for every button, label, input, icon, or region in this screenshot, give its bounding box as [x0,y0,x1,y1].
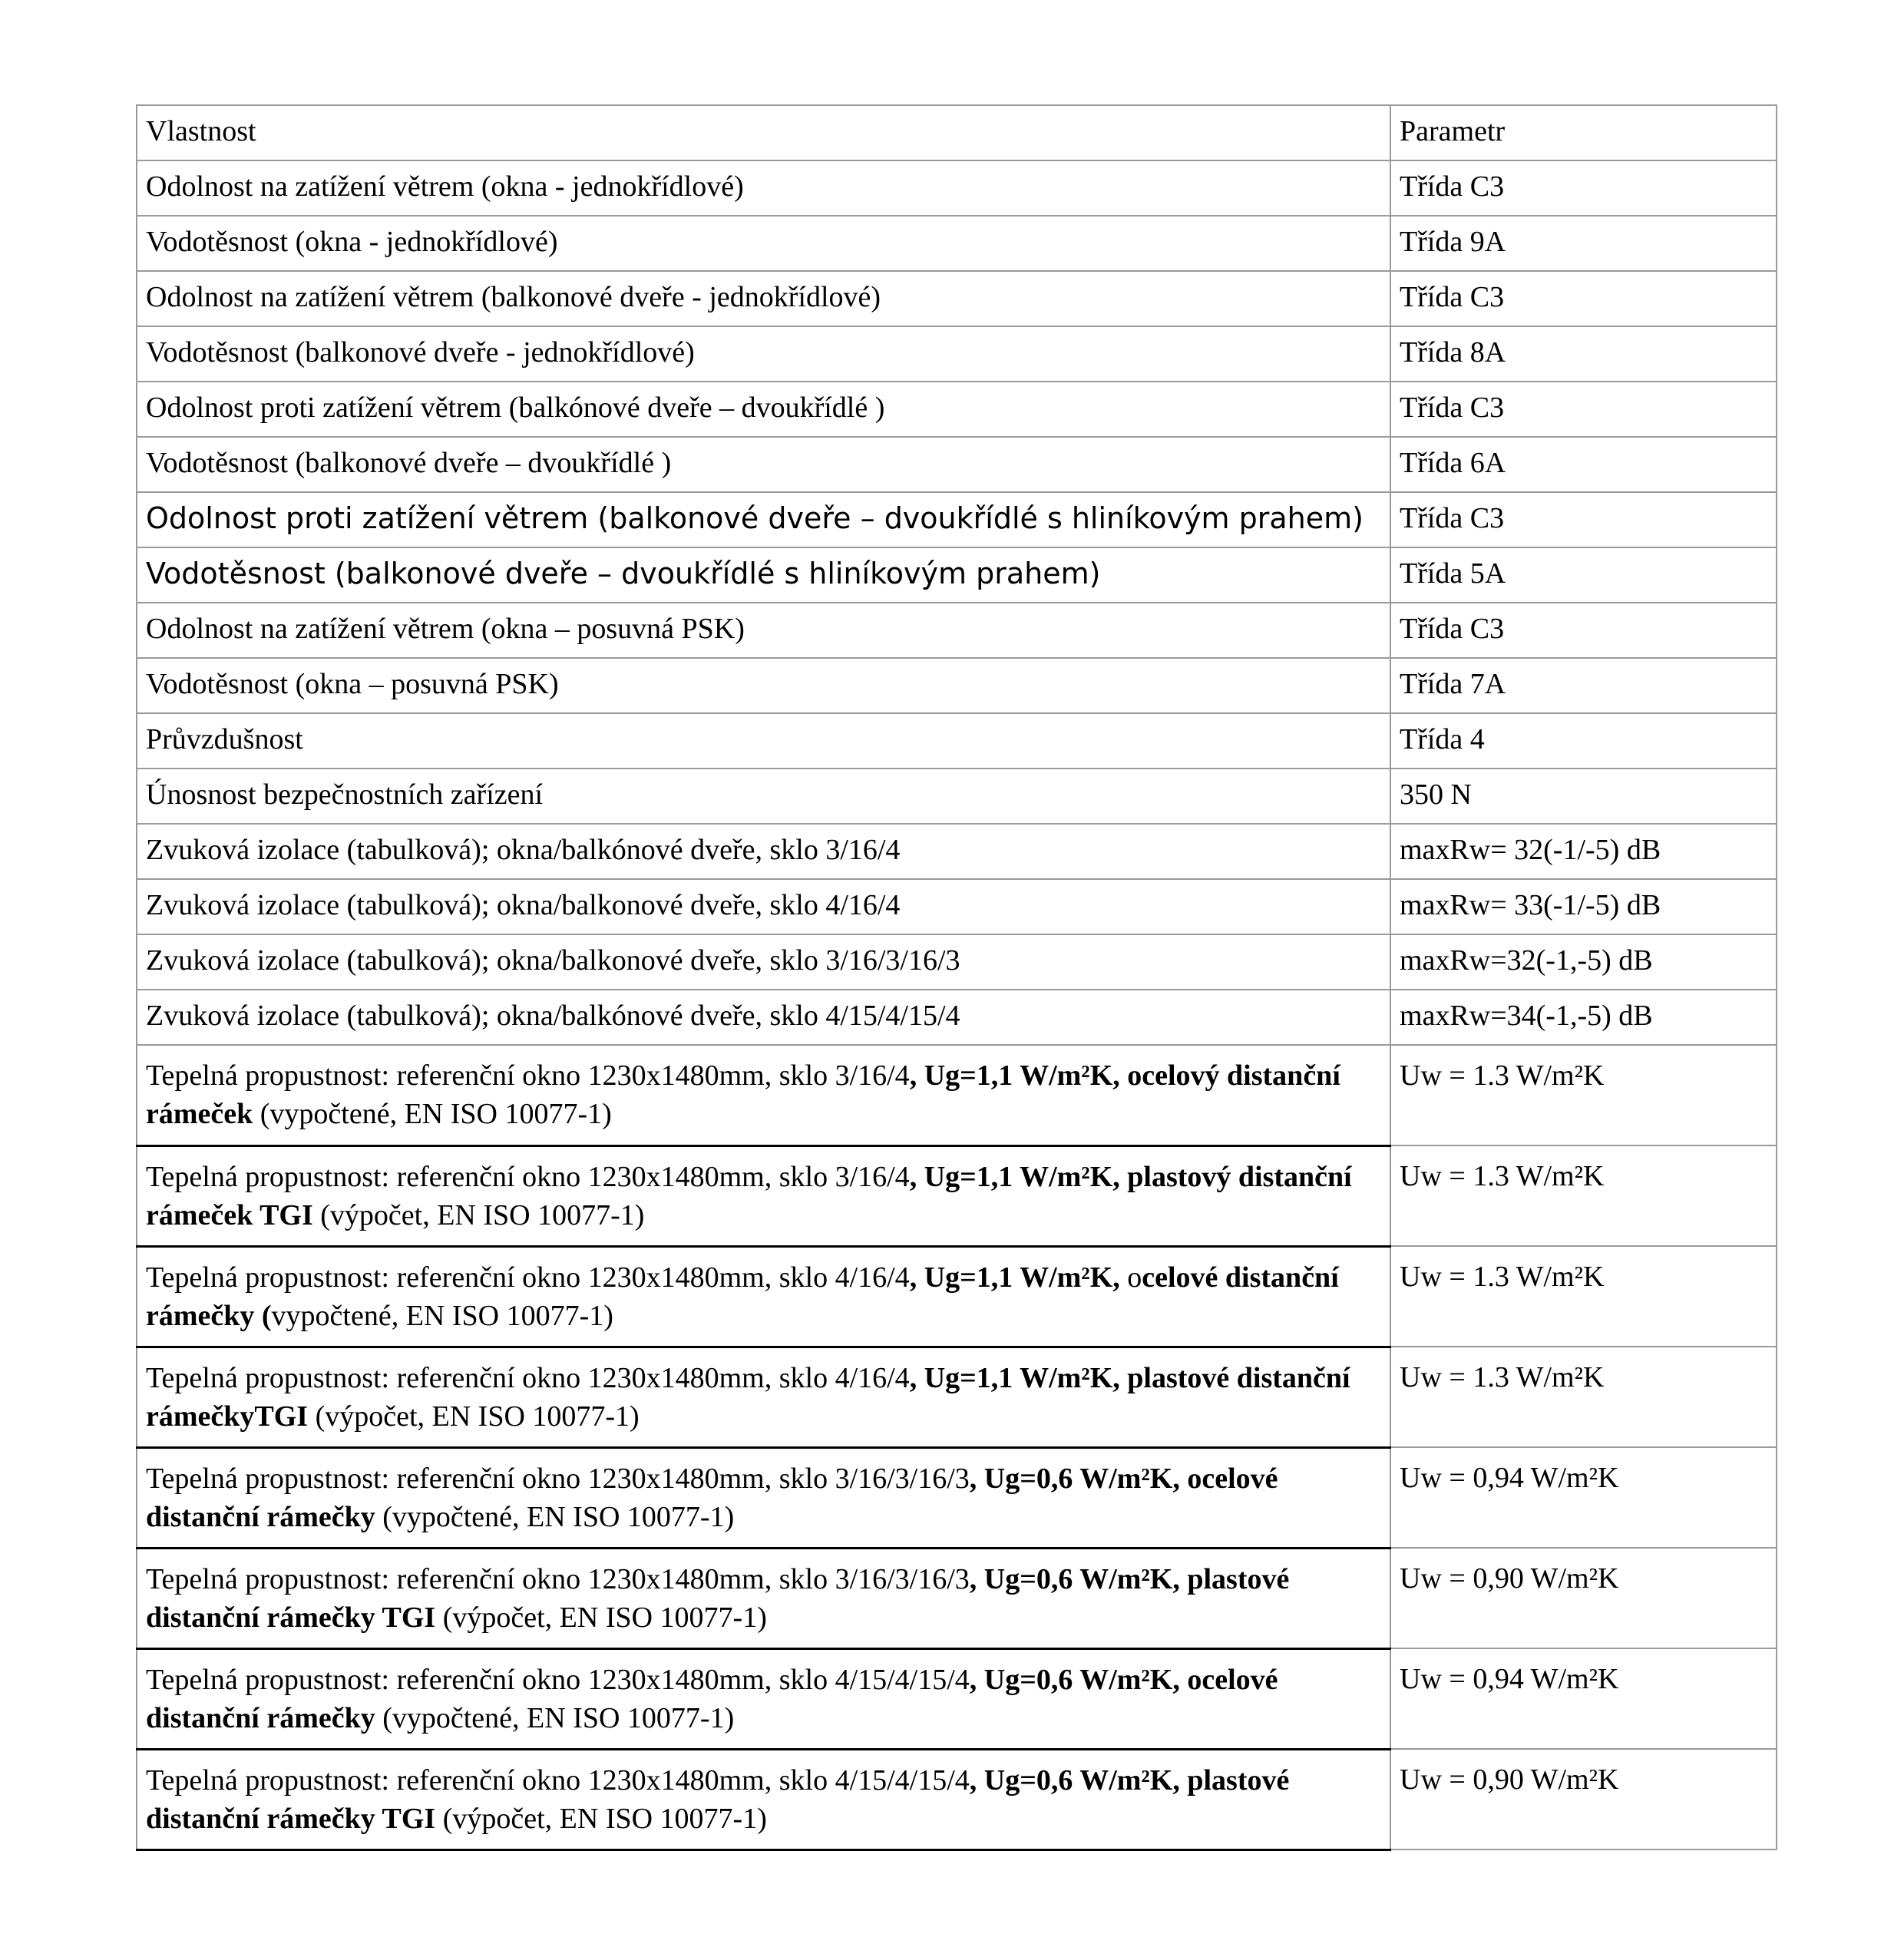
parameter-cell: Uw = 0,94 W/m²K [1390,1648,1777,1749]
header-property: Vlastnost [137,105,1390,160]
property-text: Tepelná propustnost: referenční okno 1230x1480mm, sklo 3/16/4 [146,1059,910,1092]
property-text: Tepelná propustnost: referenční okno 1230x1480mm, sklo 4/16/4 [146,1361,910,1394]
property-bold-text: , Ug=1,1 W/m²K, ocelový distanční rámeček [146,1059,1340,1130]
parameter-cell: maxRw=34(-1,-5) dB [1390,990,1777,1045]
table-row [137,990,1777,1045]
table-row [137,934,1777,990]
property-bold-text: , Ug=1,1 W/m²K, plastové distanční rámečkyTGI [146,1361,1350,1433]
table-row [137,326,1777,382]
table-row [137,216,1777,271]
property-text: vypočtené, EN ISO 10077-1) [271,1299,613,1332]
thermal-row [137,1648,1777,1749]
property-text: Tepelná propustnost: referenční okno 1230x1480mm, sklo 3/16/3/16/3 [146,1562,970,1595]
table-row [137,382,1777,437]
property-cell: Zvuková izolace (tabulková); okna/balkónové dveře, sklo 3/16/4 [137,824,1390,879]
parameter-cell: Třída C3 [1390,492,1777,547]
property-text: Tepelná propustnost: referenční okno 1230x1480mm, sklo 4/15/4/15/4 [146,1764,970,1797]
property-cell [137,1447,1390,1548]
property-cell: Odolnost na zatížení větrem (okna - jednokřídlové) [137,160,1390,216]
parameter-cell: Třída C3 [1390,271,1777,326]
parameter-cell: Třída 4 [1390,713,1777,769]
parameter-cell: Uw = 0,90 W/m²K [1390,1749,1777,1849]
property-cell [137,1347,1390,1447]
parameter-cell: Třída 5A [1390,547,1777,603]
property-text: (vypočtené, EN ISO 10077-1) [375,1701,735,1734]
table-row [137,713,1777,769]
table-row [137,271,1777,326]
properties-table [136,104,1777,1851]
parameter-cell: maxRw= 32(-1/-5) dB [1390,824,1777,879]
parameter-cell: Uw = 1.3 W/m²K [1390,1145,1777,1246]
property-text: o [1127,1261,1142,1294]
parameter-cell: Uw = 1.3 W/m²K [1390,1246,1777,1347]
thermal-row [137,1347,1777,1447]
parameter-cell: Uw = 1.3 W/m²K [1390,1347,1777,1447]
thermal-row [137,1246,1777,1347]
property-cell: Vodotěsnost (balkonové dveře – dvoukřídlé ) [137,437,1390,492]
table-row [137,160,1777,216]
property-cell: Zvuková izolace (tabulková); okna/balkónové dveře, sklo 4/15/4/15/4 [137,990,1390,1045]
property-cell: Vodotěsnost (okna – posuvná PSK) [137,658,1390,713]
table-row [137,547,1777,603]
table-row [137,603,1777,658]
property-cell: Odolnost proti zatížení větrem (balkonové dveře – dvoukřídlé s hliníkovým prahem) [137,492,1390,547]
document-page [136,104,1776,1851]
table-row [137,492,1777,547]
parameter-cell: Uw = 0,94 W/m²K [1390,1447,1777,1548]
parameter-cell: Třída 9A [1390,216,1777,271]
property-cell [137,1145,1390,1246]
property-cell: Zvuková izolace (tabulková); okna/balkonové dveře, sklo 3/16/3/16/3 [137,934,1390,990]
parameter-cell: Třída C3 [1390,603,1777,658]
parameter-cell: Třída 8A [1390,326,1777,382]
property-bold-text: , Ug=1,1 W/m²K, [909,1261,1128,1294]
table-row [137,879,1777,934]
property-bold-text: , Ug=1,1 W/m²K, plastový distanční rámeček TGI [146,1160,1352,1231]
parameter-cell: maxRw=32(-1,-5) dB [1390,934,1777,990]
property-cell: Únosnost bezpečnostních zařízení [137,769,1390,824]
property-cell [137,1246,1390,1347]
property-cell [137,1749,1390,1849]
property-bold-text: , Ug=0,6 W/m²K, ocelové distanční rámečky [146,1462,1278,1533]
parameter-cell: Třída C3 [1390,160,1777,216]
parameter-cell: maxRw= 33(-1/-5) dB [1390,879,1777,934]
property-cell: Zvuková izolace (tabulková); okna/balkonové dveře, sklo 4/16/4 [137,879,1390,934]
property-text: Tepelná propustnost: referenční okno 1230x1480mm, sklo 3/16/3/16/3 [146,1462,970,1495]
thermal-row [137,1749,1777,1849]
thermal-row [137,1447,1777,1548]
parameter-cell: Uw = 1.3 W/m²K [1390,1045,1777,1145]
table-row [137,658,1777,713]
property-text: (výpočet, EN ISO 10077-1) [312,1198,645,1231]
table-row [137,824,1777,879]
property-cell: Odolnost na zatížení větrem (balkonové dveře - jednokřídlové) [137,271,1390,326]
table-row [137,437,1777,492]
property-cell: Vodotěsnost (balkonové dveře – dvoukřídlé s hliníkovým prahem) [137,547,1390,603]
property-text: (výpočet, EN ISO 10077-1) [435,1802,767,1835]
parameter-cell: Třída C3 [1390,382,1777,437]
property-cell: Odolnost na zatížení větrem (okna – posuvná PSK) [137,603,1390,658]
property-text: Tepelná propustnost: referenční okno 1230x1480mm, sklo 3/16/4 [146,1160,910,1193]
property-text: (výpočet, EN ISO 10077-1) [435,1601,767,1634]
property-bold-text: , Ug=0,6 W/m²K, plastové distanční rámečky TGI [146,1764,1290,1835]
property-cell [137,1548,1390,1648]
property-text: (vypočtené, EN ISO 10077-1) [253,1098,612,1130]
property-text: Tepelná propustnost: referenční okno 1230x1480mm, sklo 4/16/4 [146,1261,910,1294]
header-parameter: Parametr [1390,105,1777,160]
property-cell: Odolnost proti zatížení větrem (balkónové dveře – dvoukřídlé ) [137,382,1390,437]
property-text: (vypočtené, EN ISO 10077-1) [375,1500,735,1533]
thermal-row [137,1548,1777,1648]
property-text: (výpočet, EN ISO 10077-1) [308,1400,640,1433]
property-cell: Průvzdušnost [137,713,1390,769]
parameter-cell: 350 N [1390,769,1777,824]
parameter-cell: Uw = 0,90 W/m²K [1390,1548,1777,1648]
property-bold-text: celové distanční rámečky ( [146,1261,1339,1332]
property-bold-text: , Ug=0,6 W/m²K, plastové distanční rámečky TGI [146,1562,1290,1634]
property-cell [137,1648,1390,1749]
table-row [137,769,1777,824]
parameter-cell: Třída 6A [1390,437,1777,492]
parameter-cell: Třída 7A [1390,658,1777,713]
table-header-row [137,105,1777,160]
thermal-row [137,1045,1777,1145]
property-bold-text: , Ug=0,6 W/m²K, ocelové distanční rámečky [146,1663,1278,1734]
thermal-row [137,1145,1777,1246]
property-cell: Vodotěsnost (okna - jednokřídlové) [137,216,1390,271]
property-text: Tepelná propustnost: referenční okno 1230x1480mm, sklo 4/15/4/15/4 [146,1663,970,1696]
property-cell: Vodotěsnost (balkonové dveře - jednokřídlové) [137,326,1390,382]
property-cell [137,1045,1390,1145]
